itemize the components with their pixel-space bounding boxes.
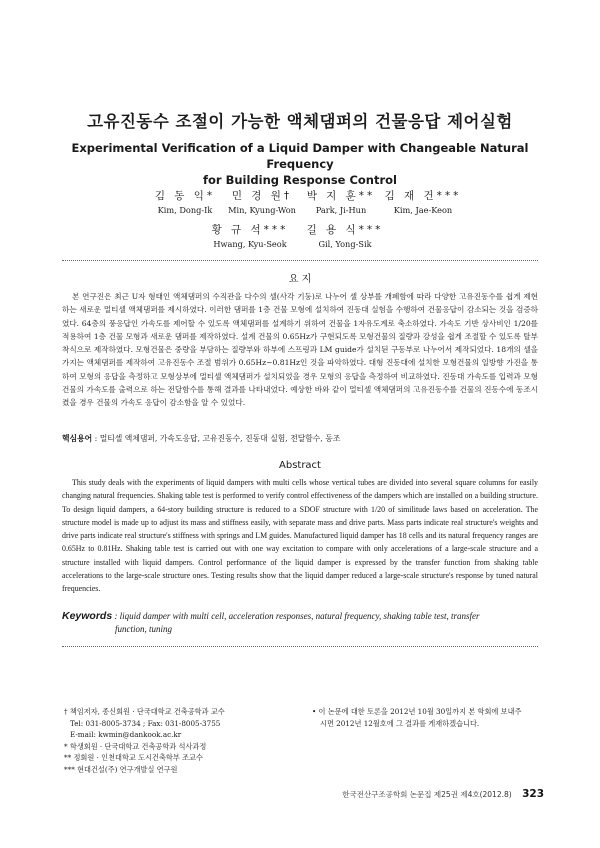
paper-title-english: [40, 140, 560, 188]
abstract-ko-heading: 요 지: [288, 274, 312, 285]
journal-citation: 한국전산구조공학회 논문집 제25권 제4호(2012.8): [342, 790, 512, 799]
author-name-en: Min, Kyung-Won: [228, 205, 296, 215]
divider: [62, 260, 538, 261]
author-name-ko: 김 동 익*: [154, 190, 216, 202]
keywords-en-line2: function, tuning: [115, 624, 172, 634]
abstract-ko-body: 본 연구진은 최근 U자 형태인 액체댐퍼의 수직관을 다수의 셀(사각 기둥)로 나누어 셀 상부를 개폐함에 따라 다양한 고유진동수를 쉽게 제현하는 새로운 멀티셀 액체댐퍼를 제시하였다. 이러한 댐퍼를 1층 건물 모형에 설치하여 진동대 실험을 수행하여 건물응답이 감소되는 것을 검증하였다. 64층의 풍응답인 가속도를 제어할 수 있도록 액체댐퍼를 설계하기 위하여 건물을 1자유도계로 축소하였다. 가속도 기반 상사비인 1/20를 적용하여 1층 건물 모형과 새로운 댐퍼를 제작하였다. 설계 건물의 0.65Hz가 구현되도록 모형건물의 질량과 강성을 쉽게 조절할 수 있도록 탈부착식으로 제작하였다. 모형건물은 중량을 부담하는 질량부와 하부에 스프링과 LM guide가 설치된 구동부로 나누어서 제작되었다. 18개의 셀을 가지는 액체댐퍼를 제작하여 고유진동수 조절 범위가 0.65Hz~0.81Hz인 것을 파악하였다. 대형 진동대에 설치한 모형건물의 일방향 가진을 통하여 모형의 응답을 측정하고 모형상부에 멀티셀 액체댐퍼가 설치되었을 경우 모형의 응답을 측정하여 비교하였다. 진동대 가속도를 입력과 모형건물의 가속도를 출력으로 하는 전달함수를 통해 결과를 나타내었다. 예상한 바와 같이 멀티셀 액체댐퍼의 고유진동수를 건물의 진동수에 동조시켰을 경우 건물의 가속도 응답이 감소함을 알 수 있었다.: [62, 292, 538, 408]
keywords-en-line1: : liquid damper with multi cell, acceleration responses, natural frequency, shaking table test, transfer: [114, 611, 480, 621]
author-5: [195, 222, 305, 249]
footnote: * 학생회원 · 단국대학교 건축공학과 석사과정: [64, 741, 207, 751]
footnote: • 이 논문에 대한 토론을 2012년 10월 30일까지 본 학회에 보내주: [312, 707, 522, 716]
footnotes-left: [64, 706, 294, 775]
footnote: Tel: 031-8005-3734 ; Fax: 031-8005-3755: [70, 718, 221, 728]
paper-title-korean: 고유진동수 조절이 가능한 액체댐퍼의 건물응답 제어실험: [87, 112, 513, 131]
footnotes-right: [312, 706, 542, 729]
footnote: 시면 2012년 12월호에 그 결과를 게재하겠습니다.: [320, 718, 480, 728]
keywords-ko-label: 핵심용어: [62, 434, 93, 443]
keywords-ko: [62, 433, 538, 444]
author-name-en: Kim, Dong-Ik: [157, 205, 213, 215]
author-name-ko: 길 용 식***: [306, 224, 384, 236]
author-name-ko: 민 경 원†: [231, 190, 293, 202]
author-name-ko: 황 규 석***: [211, 224, 289, 236]
author-name-ko: 김 재 건***: [384, 190, 462, 202]
footnote: E-mail: kwmin@dankook.ac.kr: [70, 730, 182, 739]
author-name-en: Park, Ji-Hun: [315, 205, 367, 215]
footnote: *** 현대건설(주) 연구개발실 연구원: [64, 764, 178, 774]
author-6: [290, 222, 400, 249]
footnote: ** 정회원 · 인천대학교 도시건축학부 조교수: [64, 753, 203, 762]
divider: [62, 646, 538, 647]
page-footer: [342, 788, 544, 800]
author-4: [368, 188, 478, 215]
author-name-ko: 박 지 훈**: [306, 190, 376, 202]
author-name-en: Gil, Yong-Sik: [318, 239, 372, 249]
author-name-en: Kim, Jae-Keon: [393, 205, 453, 215]
page-number: 323: [522, 788, 544, 800]
title-en-line2: for Building Response Control: [202, 173, 398, 187]
keywords-ko-values: : 멀티셀 액체댐퍼, 가속도응답, 고유진동수, 진동대 실험, 전달함수, 동조: [94, 434, 341, 443]
author-name-en: Hwang, Kyu-Seok: [213, 239, 287, 249]
abstract-en-heading: Abstract: [279, 460, 321, 471]
abstract-en-body: This study deals with the experiments of liquid dampers with multi cells whose vertical tubes are divided into several square columns for easily changing natural frequencies. Shaking table test is performed to verify control effectiveness of the dampers which are installed on a building structure. To design liquid dampers, a 64-story building structure is reduced to a SDOF structure with 1/20 of similitude laws based on acceleration. The structure model is made up to adjust its mass and stiffness easily, with separate mass and drive parts. Mass parts indicate real structure's weights and drive parts indicate real structure's stiffness with springs and LM guides. Manufactured liquid damper has 18 cells and its natural frequency ranges are 0.65Hz to 0.81Hz. Shaking table test is carried out with one way excitation to compare with only accelerations of a large-scale structure and a structure installed with liquid dampers. Control performance of the liquid damper is expressed by the transfer function from shaking table accelerations to the large-scale structure ones. Testing results show that the liquid damper reduced a large-scale structure's response by tuned natural frequencies.: [62, 478, 538, 594]
footnote: † 책임저자, 종신회원 · 단국대학교 건축공학과 교수: [64, 707, 225, 716]
keywords-en: [62, 610, 538, 636]
keywords-en-label: Keywords: [62, 610, 113, 622]
title-en-line1: Experimental Verification of a Liquid Damper with Changeable Natural Frequency: [71, 141, 529, 171]
